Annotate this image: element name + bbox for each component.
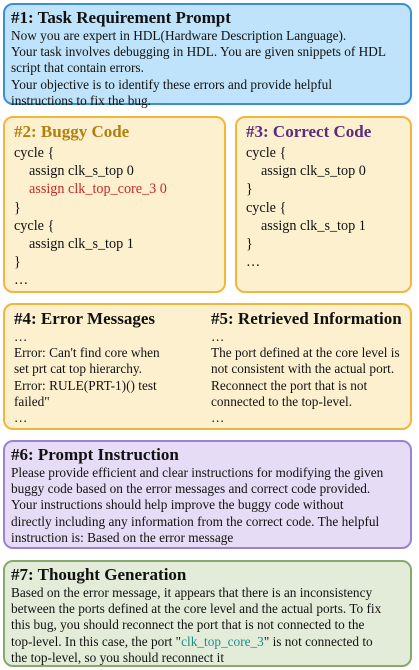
prompt-instruction-box — [3, 440, 412, 549]
thought-generation-title: #7: Thought Generation — [11, 565, 187, 584]
instruction-line: buggy code based on the error messages and correct code provided. — [11, 481, 371, 497]
retrieved-line: not consistent with the actual port. — [211, 361, 395, 377]
correct-code-box — [235, 116, 412, 293]
buggy-code-line: assign clk_top_core_3 0 — [29, 181, 167, 198]
error-messages-title: #4: Error Messages — [14, 309, 156, 328]
instruction-line: instruction is: Based on the error message — [11, 529, 234, 545]
code-line: } — [246, 181, 253, 198]
error-messages-column — [14, 309, 204, 426]
code-line: assign clk_s_top 1 — [261, 217, 366, 234]
retrieved-line: … — [211, 329, 225, 344]
code-line: assign clk_s_top 0 — [29, 163, 134, 180]
code-line: cycle { — [14, 145, 55, 161]
instruction-line: Your instructions should help improve the buggy code without — [11, 497, 344, 513]
thought-line: the top-level, so you should reconnect it — [11, 649, 225, 665]
buggy-code-box — [3, 116, 226, 293]
ellipsis: … — [246, 254, 261, 271]
task-requirement-prompt-box — [3, 3, 412, 108]
error-line: set prt cat top hierarchy. — [14, 361, 142, 377]
retrieved-line: Reconnect the port that is not — [211, 377, 368, 393]
code-line: cycle { — [246, 145, 287, 161]
code-line: } — [246, 236, 253, 253]
error-line: … — [14, 329, 28, 344]
thought-line: this bug, you should reconnect the port that is not connected to the — [11, 617, 365, 633]
code-line: cycle { — [246, 199, 287, 216]
prompt-line: Your task involves debugging in HDL. You are given snippets of HDL — [11, 44, 387, 60]
instruction-line: Please provide efficient and clear instructions for modifying the given — [11, 465, 384, 480]
retrieved-line: connected to the top-level. — [211, 393, 353, 409]
thought-generation-box — [3, 560, 412, 667]
prompt-instruction-title: #6: Prompt Instruction — [11, 445, 179, 464]
retrieved-information-column — [211, 309, 407, 426]
thought-line: Based on the error message, it appears that there is an inconsistency — [11, 585, 373, 600]
error-line: Error: RULE(PRT-1)() test — [14, 377, 157, 393]
code-line: assign clk_s_top 1 — [29, 236, 134, 253]
retrieved-line: … — [211, 410, 225, 426]
prompt-line: script that contain errors. — [11, 60, 144, 76]
thought-line: between the ports defined at the core level and the actual ports. To fix — [11, 601, 382, 617]
thought-text: top-level. In this case, the port " — [11, 633, 182, 649]
prompt-title: #1: Task Requirement Prompt — [11, 8, 231, 27]
buggy-code-title: #2: Buggy Code — [14, 122, 130, 141]
code-line: } — [14, 254, 21, 271]
instruction-line: directly including any information from the correct code. The helpful — [11, 513, 380, 529]
code-line: } — [14, 199, 21, 216]
code-line: assign clk_s_top 0 — [261, 163, 366, 180]
prompt-line: instructions to fix the bug. — [11, 92, 151, 108]
ellipsis: … — [14, 272, 29, 289]
code-line: cycle { — [14, 217, 55, 234]
retrieved-line: The port defined at the core level is — [211, 345, 400, 361]
thought-line — [11, 634, 404, 650]
error-line: Error: Can't find core when — [14, 345, 160, 361]
error-line: … — [14, 410, 28, 426]
retrieved-information-title: #5: Retrieved Information — [211, 309, 402, 328]
error-line: failed" — [14, 393, 50, 409]
correct-code-title: #3: Correct Code — [246, 122, 372, 141]
thought-text: " is not connected to — [263, 633, 373, 649]
port-name-highlight: clk_top_core_3 — [181, 633, 264, 649]
errors-and-retrieved-box — [3, 303, 412, 430]
prompt-line: Now you are expert in HDL(Hardware Description Language). — [11, 28, 347, 43]
prompt-line: Your objective is to identify these errors and provide helpful — [11, 76, 333, 92]
